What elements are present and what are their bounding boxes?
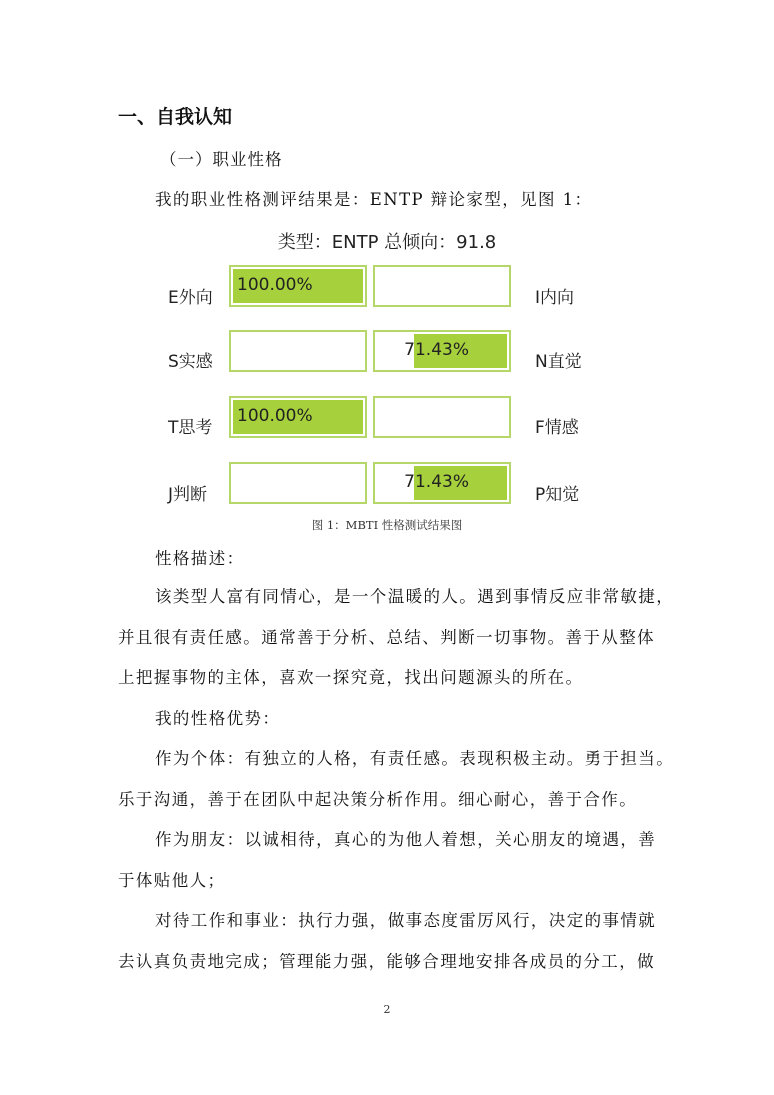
bar-value: 71.43% <box>404 340 469 360</box>
bar-value: 100.00% <box>237 406 313 426</box>
intro-text: 我的职业性格测评结果是：ENTP 辩论家型，见图 1： <box>155 190 593 209</box>
description-line: 该类型人富有同情心，是一个温暖的人。遇到事情反应非常敏捷， <box>155 587 675 606</box>
description-line: 上把握事物的主体，喜欢一探究竟，找出问题源头的所在。 <box>118 668 584 687</box>
row-right-label: I内向 <box>535 288 575 308</box>
row-left-label: J判断 <box>168 485 208 505</box>
page-number: 2 <box>383 1003 391 1016</box>
chart-title: 类型：ENTP 总倾向：91.8 <box>277 232 497 253</box>
friend-line: 作为朋友：以诚相待，真心的为他人着想，关心朋友的境遇，善 <box>155 830 657 849</box>
right-bar <box>373 330 511 372</box>
bar-value: 100.00% <box>237 275 313 295</box>
description-line: 并且很有责任感。通常善于分析、总结、判断一切事物。善于从整体 <box>118 628 655 647</box>
right-bar <box>373 462 511 504</box>
work-line: 去认真负责地完成；管理能力强，能够合理地安排各成员的分工，做 <box>118 952 655 971</box>
left-bar <box>229 265 367 307</box>
subsection-title: （一）职业性格 <box>160 150 283 169</box>
row-left-label: E外向 <box>168 288 213 308</box>
figure-caption: 图 1：MBTI 性格测试结果图 <box>311 518 463 532</box>
left-bar <box>229 396 367 438</box>
individual-line: 作为个体：有独立的人格，有责任感。表现积极主动。勇于担当。 <box>155 749 675 768</box>
friend-line: 于体贴他人； <box>118 871 226 890</box>
left-bar <box>229 462 367 504</box>
description-heading: 性格描述： <box>155 549 245 568</box>
right-bar <box>373 265 511 307</box>
right-bar <box>373 396 511 438</box>
row-right-label: F情感 <box>535 418 579 438</box>
row-left-label: S实感 <box>168 352 213 372</box>
advantages-heading: 我的性格优势： <box>155 709 281 728</box>
bar-value: 71.43% <box>404 472 469 492</box>
work-line: 对待工作和事业：执行力强，做事态度雷厉风行，决定的事情就 <box>155 911 657 930</box>
individual-line: 乐于沟通，善于在团队中起决策分析作用。细心耐心，善于合作。 <box>118 790 638 809</box>
row-right-label: N直觉 <box>535 352 582 372</box>
row-left-label: T思考 <box>168 418 213 438</box>
left-bar <box>229 330 367 372</box>
section-title: 一、自我认知 <box>118 106 233 128</box>
row-right-label: P知觉 <box>535 485 580 505</box>
